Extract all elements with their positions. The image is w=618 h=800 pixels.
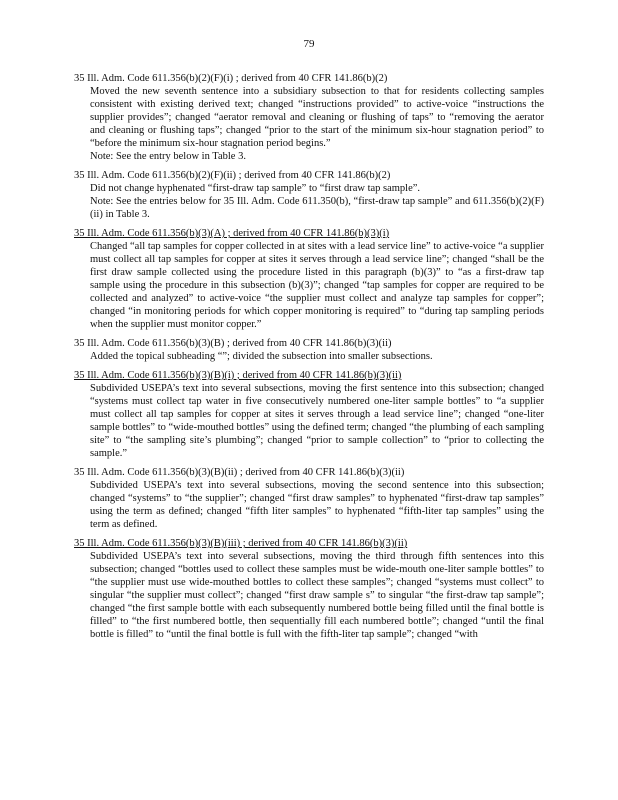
table-entry <box>74 72 544 163</box>
page-number: 79 <box>303 38 315 50</box>
document-body <box>74 72 544 647</box>
table-entry <box>74 169 544 221</box>
entry-citation: 35 Ill. Adm. Code 611.356(b)(3)(A) ; derived from 40 CFR 141.86(b)(3)(i) <box>74 228 390 239</box>
entry-citation: 35 Ill. Adm. Code 611.356(b)(3)(B) ; derived from 40 CFR 141.86(b)(3)(ii) <box>74 338 392 349</box>
entry-citation: 35 Ill. Adm. Code 611.356(b)(3)(B)(ii) ; derived from 40 CFR 141.86(b)(3)(ii) <box>74 467 405 478</box>
entry-body <box>90 85 544 163</box>
entry-paragraph: Subdivided USEPA’s text into several subsections, moving the first sentence into this subsection; changed “systems must collect tap water in five consecutively numbered one-liter sample bottles” to “a supplier must collect all tap samples for copper at sites it serves through a lead service line”; changed “one-liter sample bottles” to “wide-mouthed bottles” using the defined term; changed “the plumbing of each sampling site” to “the sampling site’s plumbing”; changed “prior to sample collection” to “prior to collecting the sample.” <box>90 383 544 459</box>
entry-paragraph: Subdivided USEPA’s text into several subsections, moving the second sentence into this subsection; changed “systems” to “the supplier”; changed “first draw samples” to hyphenated “first-draw tap samples” using the term as defined; changed “fifth liter samples” to hyphenated “fifth-liter tap samples” using the term as defined. <box>90 480 544 530</box>
table-entry <box>74 227 544 331</box>
entry-body <box>90 350 544 363</box>
table-entry <box>74 369 544 460</box>
entry-body <box>90 550 544 641</box>
entry-paragraph: Subdivided USEPA’s text into several subsections, moving the third through fifth sentences into this subsection; changed “bottles used to collect these samples must be wide-mouth one-liter sample bottles” to “the supplier must use wide-mouthed bottles to collect these samples”; changed “systems must collect” to singular “the supplier must collect”; changed “first draw sample s” to singular “the first-draw tap sample”; changed “the first sample bottle with each subsequently numbered bottle being filled until the final bottle is filled” to “the first numbered bottle, then sequentially fill each numbered bottle”; changed “until the final bottle is filled” to “until the final bottle is full with the fifth-liter tap sample”; changed “with <box>90 551 544 640</box>
table-entry <box>74 466 544 531</box>
entry-paragraph: Note: See the entries below for 35 Ill. Adm. Code 611.350(b), “first-draw tap sample” and 611.356(b)(2)(F)(ii) in Table 3. <box>90 196 544 220</box>
entry-paragraph: Note: See the entry below in Table 3. <box>90 151 246 162</box>
entry-citation: 35 Ill. Adm. Code 611.356(b)(2)(F)(i) ; derived from 40 CFR 141.86(b)(2) <box>74 73 388 84</box>
entry-paragraph: Moved the new seventh sentence into a subsidiary subsection to that for residents collecting samples consistent with existing derived text; changed “instructions provided” to active-voice “instructions the supplier provides”; changed “aerator removal and cleaning or flushing of taps” to “removing the aerator and cleaning or flushing taps”; changed “prior to the start of the minimum six-hour stagnation period” to “before the minimum six-hour stagnation period begins.” <box>90 86 544 149</box>
table-entry <box>74 337 544 363</box>
entry-body <box>90 479 544 531</box>
entry-body <box>90 240 544 331</box>
entry-paragraph: Changed “all tap samples for copper collected in at sites with a lead service line” to active-voice “a supplier must collect all tap samples for copper at sites it serves through a lead service line”; changed “shall be the first draw sample collected using the procedure listed in this paragraph (b)(3)” to “as a first-draw tap sample using the procedure in this subsection (b)(3)”; changed “tap samples for copper are required to be collected and analyzed” to active-voice “the supplier must collect and analyze tap samples for copper”; changed “in monitoring periods for which copper monitoring is required” to “during tap sampling periods when the supplier must monitor copper.” <box>90 241 544 330</box>
entry-citation: 35 Ill. Adm. Code 611.356(b)(3)(B)(i) ; derived from 40 CFR 141.86(b)(3)(ii) <box>74 370 402 381</box>
entry-paragraph: Added the topical subheading “”; divided the subsection into smaller subsections. <box>90 351 433 362</box>
table-entry <box>74 537 544 641</box>
entry-paragraph: Did not change hyphenated “first-draw tap sample” to “first draw tap sample”. <box>90 183 421 194</box>
entry-citation: 35 Ill. Adm. Code 611.356(b)(2)(F)(ii) ; derived from 40 CFR 141.86(b)(2) <box>74 170 391 181</box>
entry-body <box>90 182 544 221</box>
entry-citation: 35 Ill. Adm. Code 611.356(b)(3)(B)(iii) ; derived from 40 CFR 141.86(b)(3)(ii) <box>74 538 408 549</box>
entry-body <box>90 382 544 460</box>
